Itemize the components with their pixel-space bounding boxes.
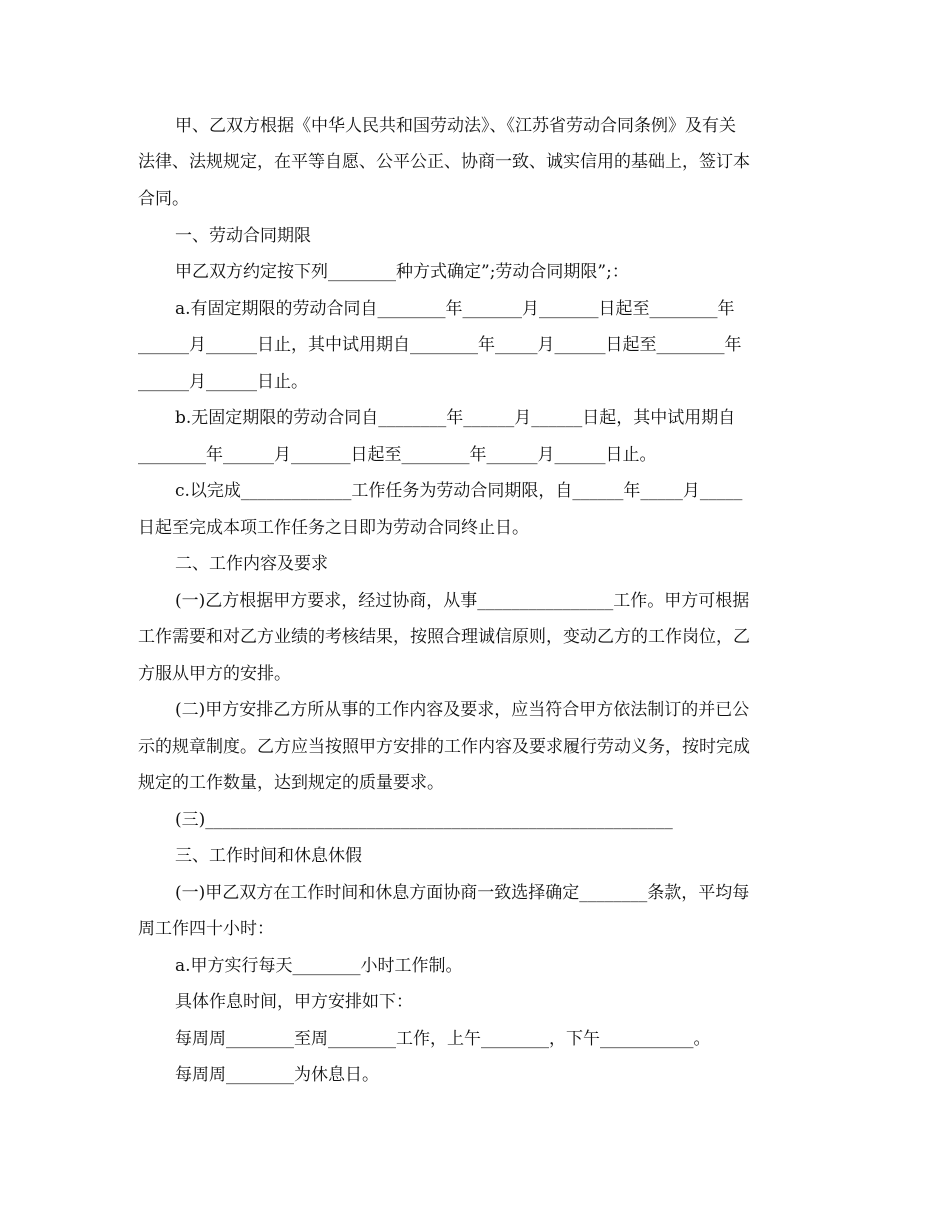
work-hours-item-1-line-2: 周工作四十小时： [138,919,274,939]
term-method-line: 甲乙双方约定按下列________种方式确定”;劳动合同期限”;： [175,262,629,282]
work-hours-option-a-line: a.甲方实行每天________小时工作制。 [175,956,463,976]
term-option-a-line-3: ______月______日止。 [138,372,308,392]
term-option-b-line-2: ________年______月_______日起至________年______月______日止。 [138,445,657,465]
term-option-c-line-2: 日起至完成本项工作任务之日即为劳动合同终止日。 [138,518,529,538]
term-option-b-line-1: b.无固定期限的劳动合同自________年______月______日起，其中试用期自 [175,408,736,428]
work-content-item-1-line-2: 工作需要和对乙方业绩的考核结果，按照合理诚信原则，变动乙方的工作岗位，乙 [138,627,750,647]
paragraph-intro-line-3: 合同。 [138,189,189,209]
work-content-item-1-line-3: 方服从甲方的安排。 [138,664,291,684]
work-content-item-2-line-2: 示的规章制度。乙方应当按照甲方安排的工作内容及要求履行劳动义务，按时完成 [138,737,750,757]
paragraph-intro-line-2: 法律、法规规定，在平等自愿、公平公正、协商一致、诚实信用的基础上，签订本 [138,152,750,172]
section-heading-work-hours: 三、工作时间和休息休假 [175,846,362,866]
term-option-a-line-1: a.有固定期限的劳动合同自________年_______月_______日起至________年 [175,299,735,319]
work-content-item-1-line-1: (一)乙方根据甲方要求，经过协商，从事________________工作。甲方可根据 [175,591,750,611]
term-option-c-line-1: c.以完成_____________工作任务为劳动合同期限，自______年_____月_____ [175,481,743,501]
weekly-schedule-line: 每周周________至周________工作，上午________，下午___________。 [175,1029,711,1049]
work-content-item-2-line-3: 规定的工作数量，达到规定的质量要求。 [138,773,444,793]
section-heading-contract-term: 一、劳动合同期限 [175,226,311,246]
paragraph-intro-line-1: 甲、乙双方根据《中华人民共和国劳动法》、《江苏省劳动合同条例》及有关 [175,116,736,136]
term-option-a-line-2: ______月______日止，其中试用期自________年_____月______日起至________年 [138,335,742,355]
schedule-intro-line: 具体作息时间，甲方安排如下： [175,992,413,1012]
section-heading-work-content: 二、工作内容及要求 [175,554,328,574]
rest-day-line: 每周周________为休息日。 [175,1065,379,1085]
work-content-item-2-line-1: (二)甲方安排乙方所从事的工作内容及要求，应当符合甲方依法制订的并已公 [175,700,750,720]
work-hours-item-1-line-1: (一)甲乙双方在工作时间和休息方面协商一致选择确定________条款，平均每 [175,883,750,903]
work-content-item-3-line: (三)_______________________________________________________ [175,810,673,830]
